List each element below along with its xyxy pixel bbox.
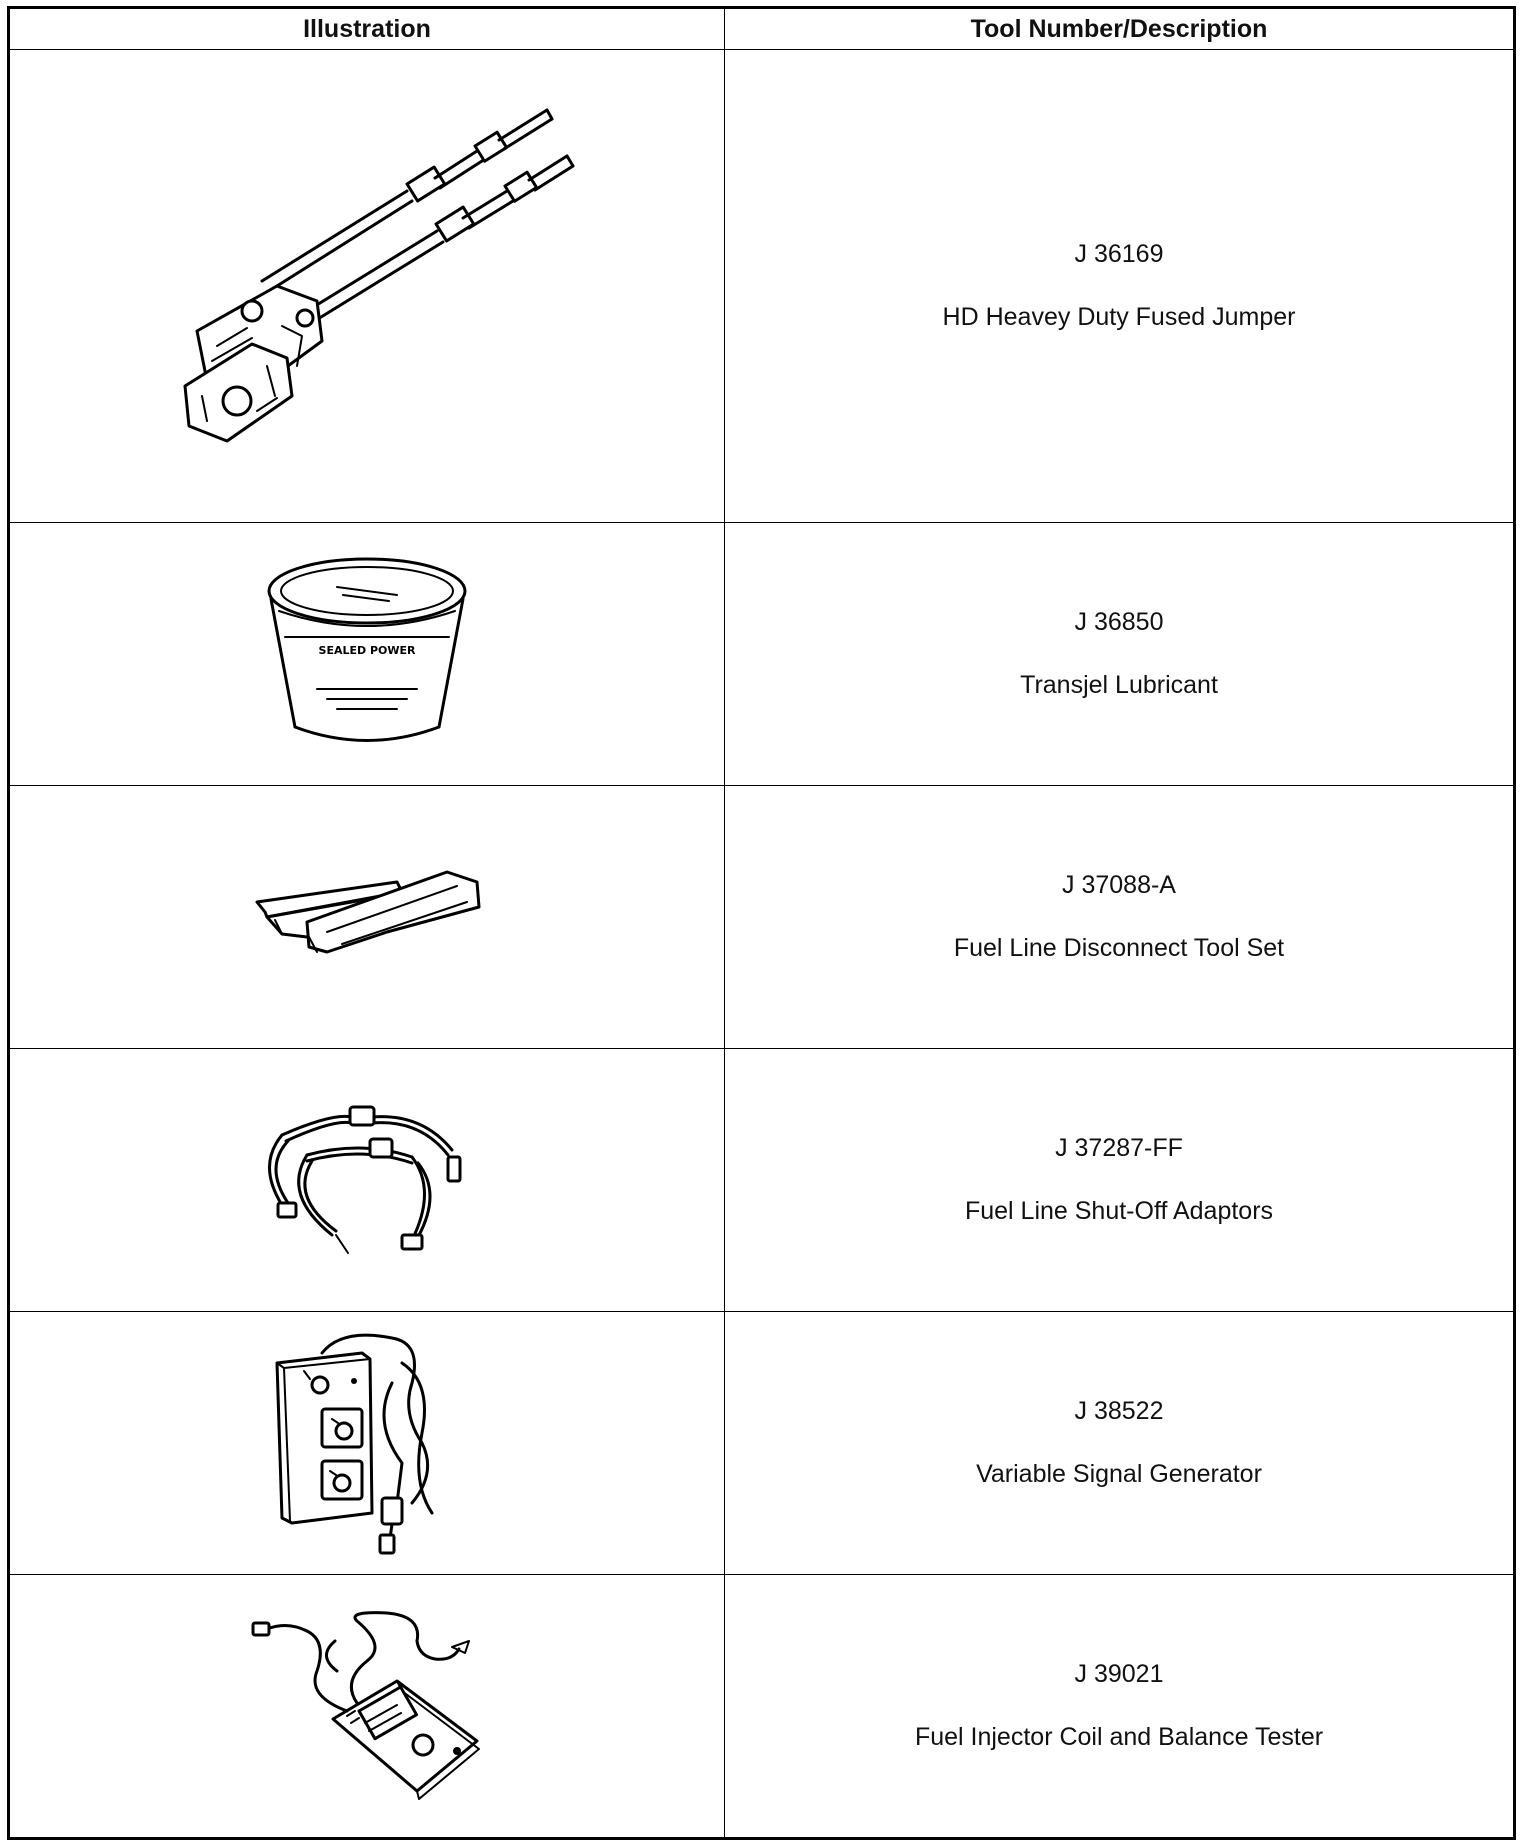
header-tool-number-description: Tool Number/Description: [725, 8, 1515, 50]
tool-description-cell: [725, 1312, 1515, 1575]
tool-description: Fuel Line Disconnect Tool Set: [953, 934, 1285, 962]
signal-generator-illustration: [262, 1323, 472, 1563]
tool-description: HD Heavey Duty Fused Jumper: [942, 303, 1296, 331]
tool-description: Fuel Line Shut-Off Adaptors: [964, 1197, 1274, 1225]
tool-number: J 36850: [1074, 608, 1164, 636]
disconnect-tool-set-illustration: [247, 862, 487, 972]
tool-description: Fuel Injector Coil and Balance Tester: [914, 1723, 1324, 1751]
table-row: [9, 523, 1515, 786]
illustration-cell: [9, 523, 725, 786]
illustration-cell: [9, 786, 725, 1049]
lubricant-tub-illustration: [257, 549, 477, 759]
table-header-row: [9, 8, 1515, 50]
tool-description-cell: [725, 1575, 1515, 1839]
special-tools-table: [7, 6, 1516, 1840]
header-illustration: Illustration: [9, 8, 725, 50]
table-row: [9, 786, 1515, 1049]
tub-brand-text: SEALED POWER: [318, 644, 416, 657]
table-row: [9, 50, 1515, 523]
tool-number: J 36169: [1074, 240, 1164, 268]
fused-jumper-illustration: [157, 96, 577, 476]
table-row: [9, 1575, 1515, 1839]
tool-description-cell: [725, 786, 1515, 1049]
tool-description-cell: [725, 1049, 1515, 1312]
tool-number: J 39021: [1074, 1660, 1164, 1688]
tool-description: Variable Signal Generator: [976, 1460, 1262, 1488]
illustration-cell: [9, 1575, 725, 1839]
illustration-cell: [9, 1049, 725, 1312]
injector-tester-illustration: [247, 1601, 487, 1811]
tool-number: J 37088-A: [1062, 871, 1176, 899]
illustration-cell: [9, 1312, 725, 1575]
table-row: [9, 1312, 1515, 1575]
tool-description-cell: [725, 523, 1515, 786]
illustration-cell: [9, 50, 725, 523]
tool-number: J 37287-FF: [1055, 1134, 1183, 1162]
shutoff-adaptors-illustration: [252, 1095, 482, 1265]
tool-number: J 38522: [1074, 1397, 1164, 1425]
tool-description: Transjel Lubricant: [1020, 671, 1218, 699]
table-row: [9, 1049, 1515, 1312]
tool-description-cell: [725, 50, 1515, 523]
